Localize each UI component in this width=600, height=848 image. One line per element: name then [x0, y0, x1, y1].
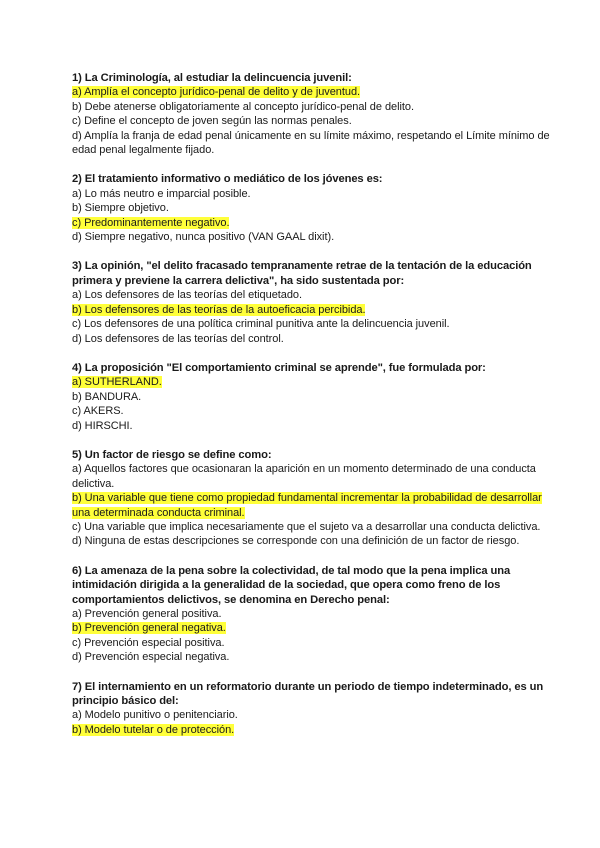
question-6	[72, 564, 560, 665]
option-b: b) BANDURA.	[72, 390, 142, 403]
option-d: d) Los defensores de las teorías del control.	[72, 332, 284, 345]
option-c: c) AKERS.	[72, 405, 124, 418]
highlighted-answer: b) Los defensores de las teorías de la autoeficacia percibida.	[72, 303, 366, 316]
question-title: 2) El tratamiento informativo o mediático de los jóvenes es:	[72, 173, 383, 186]
option-b	[72, 491, 560, 520]
question-2	[72, 172, 560, 244]
option-b: b) Debe atenerse obligatoriamente al concepto jurídico-penal de delito.	[72, 100, 414, 113]
question-title: 5) Un factor de riesgo se define como:	[72, 448, 272, 461]
question-title: 4) La proposición "El comportamiento criminal se aprende", fue formulada por:	[72, 361, 486, 374]
option-c: c) Define el concepto de joven según las normas penales.	[72, 115, 352, 128]
question-title: 1) La Criminología, al estudiar la delincuencia juvenil:	[72, 72, 352, 84]
highlighted-answer: a) SUTHERLAND.	[72, 376, 162, 389]
question-title: 6) La amenaza de la pena sobre la colectividad, de tal modo que la pena implica una intimidación dirigida a la generalidad de la sociedad, que opera como freno de los comportamientos delictivos, se denomina en Derecho penal:	[72, 564, 511, 606]
option-c	[72, 216, 560, 230]
question-title: 3) La opinión, "el delito fracasado tempranamente retrae de la tentación de la educación primera y previene la carrera delictiva", ha sido sustentada por:	[72, 260, 532, 287]
option-d: d) Prevención especial negativa.	[72, 651, 230, 664]
option-d: d) Ninguna de estas descripciones se corresponde con una definición de un factor de riesgo.	[72, 535, 520, 548]
option-c: c) Prevención especial positiva.	[72, 636, 225, 649]
question-4	[72, 361, 560, 433]
highlighted-answer: c) Predominantemente negativo.	[72, 216, 230, 229]
option-c: c) Una variable que implica necesariamente que el sujeto va a desarrollar una conducta delictiva.	[72, 520, 541, 533]
option-d: d) HIRSCHI.	[72, 419, 133, 432]
highlighted-answer: b) Prevención general negativa.	[72, 622, 226, 635]
option-a: a) Los defensores de las teorías del etiquetado.	[72, 289, 302, 302]
option-a: a) Modelo punitivo o penitenciario.	[72, 709, 238, 722]
question-1	[72, 71, 560, 157]
option-a	[72, 85, 560, 99]
option-b	[72, 621, 560, 635]
option-a: a) Lo más neutro e imparcial posible.	[72, 187, 251, 200]
option-d: d) Amplía la franja de edad penal únicamente en su límite máximo, respetando el Límite mínimo de edad penal legalmente fijado.	[72, 129, 550, 157]
question-3	[72, 259, 560, 345]
highlighted-answer: a) Amplía el concepto jurídico-penal de delito y de juventud.	[72, 86, 361, 99]
option-d: d) Siempre negativo, nunca positivo (VAN GAAL dixit).	[72, 231, 335, 244]
question-7	[72, 680, 560, 738]
highlighted-answer: b) Una variable que tiene como propiedad fundamental incrementar la probabilidad de desarrollar una determinada conducta criminal.	[72, 492, 542, 519]
question-5	[72, 448, 560, 549]
option-c: c) Los defensores de una política criminal punitiva ante la delincuencia juvenil.	[72, 318, 450, 331]
highlighted-answer: b) Modelo tutelar o de protección.	[72, 723, 235, 736]
option-b	[72, 723, 560, 737]
question-title: 7) El internamiento en un reformatorio durante un periodo de tiempo indeterminado, es un principio básico del:	[72, 680, 544, 708]
option-b: b) Siempre objetivo.	[72, 202, 169, 215]
option-a: a) Prevención general positiva.	[72, 608, 222, 620]
option-b	[72, 303, 560, 317]
option-a	[72, 375, 560, 389]
option-a: a) Aquellos factores que ocasionaran la aparición en un momento determinado de una conducta delictiva.	[72, 463, 536, 490]
